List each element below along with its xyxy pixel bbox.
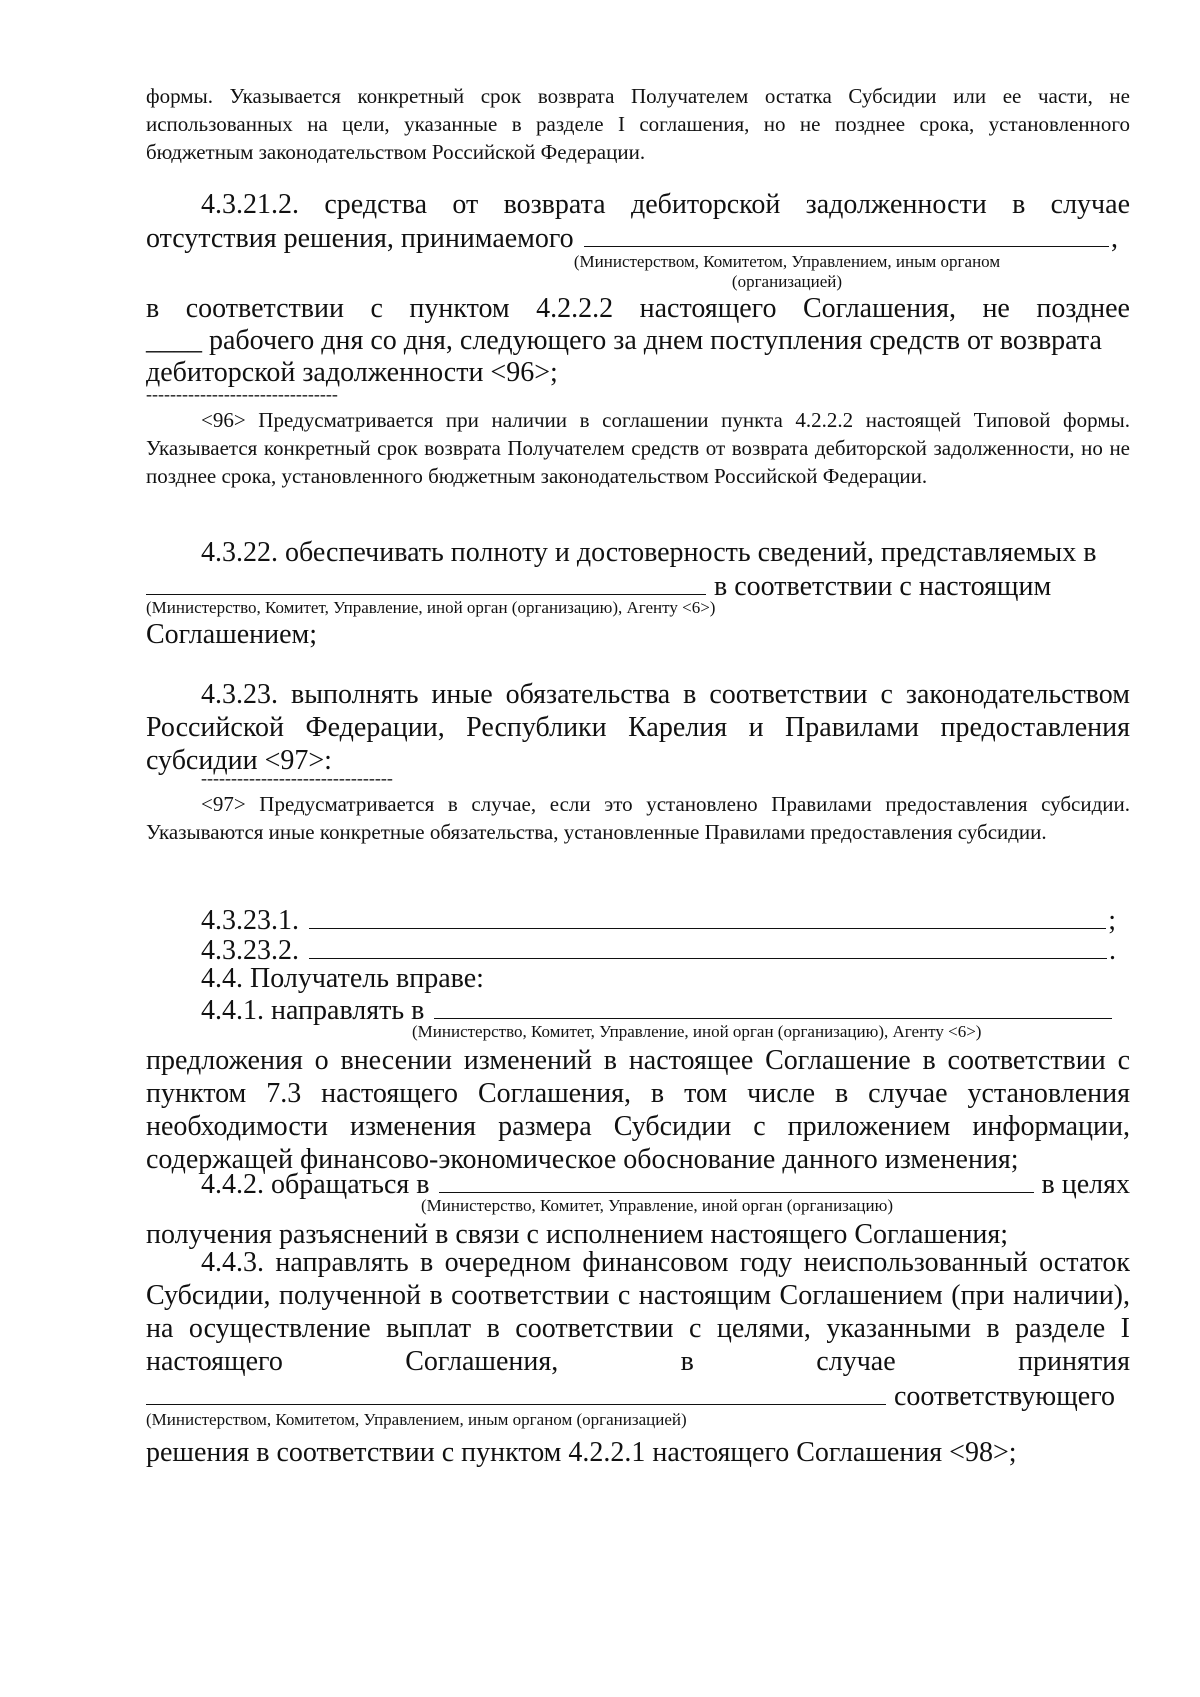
clause-4-3-23: 4.3.23. выполнять иные обязательства в соответствии с законодательством Российской Федерации, Республики Карелия и Правилами предоставления субсидии <97>:	[146, 679, 1130, 776]
document-page	[146, 0, 1130, 1697]
footnote-separator: --------------------------------	[146, 384, 338, 404]
blank-authority-field[interactable]	[584, 220, 1109, 247]
footnote-95-tail: формы. Указывается конкретный срок возврата Получателем остатка Субсидии или ее части, не использованных на цели, указанные в разделе I соглашения, но не позднее срока, установленного бюджетным законодательством Российской Федерации.	[146, 84, 1130, 164]
blank-authority-field-3[interactable]	[434, 992, 1112, 1019]
hint-authority-2: (Министерство, Комитет, Управление, иной орган (организацию), Агенту <6>)	[146, 598, 716, 617]
clause-4-3-21-2-cont1: в соответствии с пунктом 4.2.2.2 настоящего Соглашения, не позднее	[146, 293, 1130, 324]
clause-4-4: 4.4. Получатель вправе:	[201, 963, 484, 994]
blank-obligation-1[interactable]	[309, 902, 1106, 929]
footnote-96: <96> Предусматривается при наличии в соглашении пункта 4.2.2.2 настоящей Типовой формы. Указывается конкретный срок возврата Получателем средств от возврата дебиторской задолженности, но не позднее срока, установленного бюджетным законодательством Российской Федерации.	[146, 408, 1130, 488]
clause-4-4-3-line-end: соответствующего	[894, 1381, 1115, 1412]
clause-4-3-21-2-cont3: дебиторской задолженности <96>;	[146, 357, 558, 388]
clause-4-4-2-label: 4.4.2. обращаться в	[201, 1169, 430, 1200]
clause-4-3-21-2-line2-text: отсутствия решения, принимаемого	[146, 223, 574, 254]
blank-authority-field-4[interactable]	[439, 1166, 1033, 1193]
blank-recipient-field[interactable]	[146, 568, 706, 595]
clause-4-3-22-line2-text: в соответствии с настоящим	[714, 571, 1052, 602]
clause-4-3-21-2-cont2-text: рабочего дня со дня, следующего за днем поступления средств от возврата	[202, 325, 1102, 356]
hint-authority-1: (Министерством, Комитетом, Управлением, иным органом (организацией)	[573, 252, 1001, 291]
clause-4-4-2-end: в целях	[1041, 1169, 1130, 1200]
clause-4-4-3-text: 4.4.3. направлять в очередном финансовом году неиспользованный остаток Субсидии, полученной в соответствии с настоящим Соглашением (при наличии), на осуществление выплат в соответствии с целями, указанными в разделе I настоящего Соглашения, в случае принятия	[146, 1247, 1130, 1377]
clause-4-3-22-line1: 4.3.22. обеспечивать полноту и достоверность сведений, представляемых в	[201, 537, 1097, 568]
clause-4-3-22-line3: Соглашением;	[146, 619, 318, 650]
hint-authority-4: (Министерство, Комитет, Управление, иной орган (организацию)	[421, 1196, 893, 1215]
clause-4-3-23-1-end: ;	[1108, 905, 1116, 936]
clause-4-3-21-2-line1: 4.3.21.2. средства от возврата дебиторской задолженности в случае	[201, 189, 1130, 220]
clause-4-3-21-2-cont2	[146, 324, 1130, 357]
blank-days-field[interactable]: ____	[146, 325, 202, 356]
hint-authority-5: (Министерством, Комитетом, Управлением, иным органом (организацией)	[146, 1410, 687, 1429]
blank-authority-field-5[interactable]	[146, 1378, 886, 1405]
footnote-separator-2: --------------------------------	[201, 768, 393, 788]
clause-4-4-1-label: 4.4.1. направлять в	[201, 995, 425, 1026]
clause-4-3-23-2-end: .	[1109, 935, 1116, 966]
clause-4-4-1-text: предложения о внесении изменений в настоящее Соглашение в соответствии с пунктом 7.3 настоящего Соглашения, в том числе в случае установления необходимости изменения размера Субсидии с приложением информации, содержащей финансово-экономическое обоснование данного изменения;	[146, 1045, 1130, 1175]
clause-4-3-23-1-label: 4.3.23.1.	[201, 905, 299, 936]
blank-obligation-2[interactable]	[309, 932, 1107, 959]
clause-4-4-2-text: получения разъяснений в связи с исполнением настоящего Соглашения;	[146, 1219, 1009, 1250]
clause-4-3-23-2-label: 4.3.23.2.	[201, 935, 299, 966]
clause-4-4-3-line	[146, 1378, 1130, 1413]
footnote-97: <97> Предусматривается в случае, если это установлено Правилами предоставления субсидии. Указываются иные конкретные обязательства, установленные Правилами предоставления субсидии.	[146, 792, 1130, 844]
clause-4-3-21-2-comma: ,	[1111, 223, 1118, 254]
hint-authority-3: (Министерство, Комитет, Управление, иной орган (организацию), Агенту <6>)	[412, 1022, 982, 1041]
clause-4-4-3-last: решения в соответствии с пунктом 4.2.2.1 настоящего Соглашения <98>;	[146, 1437, 1017, 1468]
clause-4-3-21-2-line2	[146, 220, 1130, 255]
